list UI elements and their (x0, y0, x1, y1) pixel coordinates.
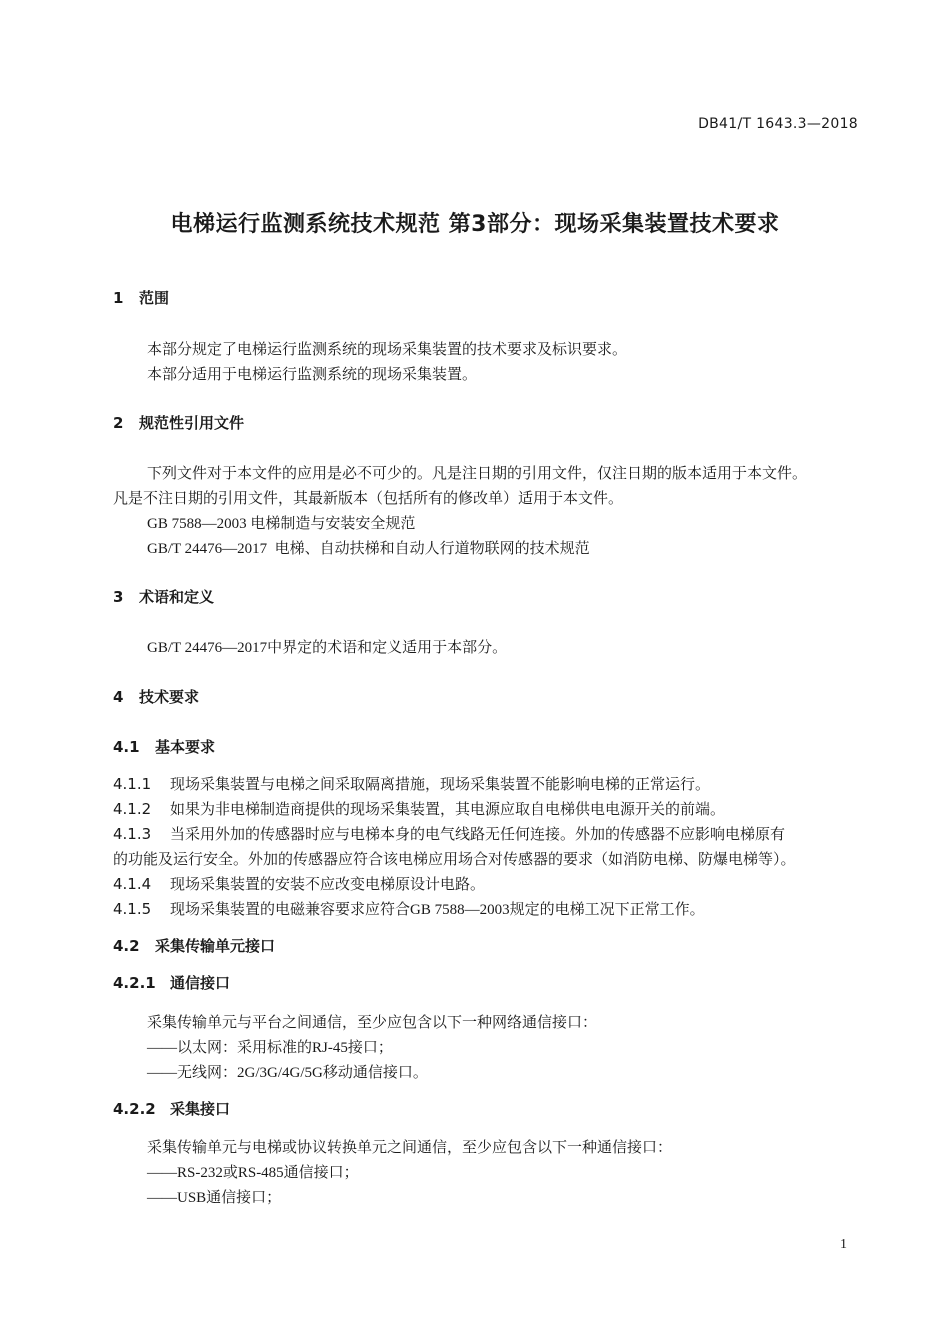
section-title: 采集接口 (170, 1100, 231, 1118)
section-1-paragraph-2: 本部分适用于电梯运行监测系统的现场采集装置。 (147, 367, 478, 383)
list-item-ethernet: ——以太网：采用标准的RJ-45接口； (147, 1040, 393, 1056)
section-number: 4.1 (113, 738, 140, 756)
section-3-paragraph: GB/T 24476—2017中界定的术语和定义适用于本部分。 (147, 640, 508, 656)
section-4-2-1-paragraph: 采集传输单元与平台之间通信，至少应包含以下一种网络通信接口： (147, 1015, 598, 1031)
section-2-heading (113, 412, 244, 433)
clause-number: 4.1.5 (113, 900, 152, 918)
clause-text: 当采用外加的传感器时应与电梯本身的电气线路无任何连接。外加的传感器不应影响电梯原有 (170, 827, 786, 843)
list-item-usb: ——USB通信接口； (147, 1190, 282, 1206)
section-title: 基本要求 (155, 738, 216, 756)
section-1-paragraph-1: 本部分规定了电梯运行监测系统的现场采集装置的技术要求及标识要求。 (147, 342, 628, 358)
page-number: 1 (840, 1237, 847, 1252)
clause-4-1-5 (113, 898, 705, 919)
section-2-paragraph-line-2: 凡是不注日期的引用文件，其最新版本（包括所有的修改单）适用于本文件。 (113, 491, 624, 507)
section-1-heading (113, 287, 169, 308)
section-title: 采集传输单元接口 (155, 937, 276, 955)
section-title: 规范性引用文件 (139, 414, 245, 432)
section-4-1-heading (113, 736, 215, 757)
section-number: 2 (113, 414, 124, 432)
clause-number: 4.1.2 (113, 800, 152, 818)
section-title: 术语和定义 (139, 588, 215, 606)
reference-item-1: GB 7588—2003 电梯制造与安装安全规范 (147, 516, 416, 532)
clause-4-1-3-continuation: 的功能及运行安全。外加的传感器应符合该电梯应用场合对传感器的要求（如消防电梯、防爆电梯等）。 (113, 852, 796, 868)
section-4-2-heading (113, 935, 275, 956)
clause-text: 现场采集装置的安装不应改变电梯原设计电路。 (170, 877, 486, 893)
section-number: 4.2.2 (113, 1100, 156, 1118)
clause-number: 4.1.1 (113, 775, 152, 793)
section-4-heading (113, 686, 199, 707)
section-number: 4 (113, 688, 124, 706)
list-item-rs232-rs485: ——RS-232或RS-485通信接口； (147, 1165, 359, 1181)
clause-text: 现场采集装置的电磁兼容要求应符合GB 7588—2003规定的电梯工况下正常工作。 (170, 902, 705, 918)
clause-4-1-2 (113, 798, 725, 819)
section-number: 4.2.1 (113, 974, 156, 992)
section-title: 范围 (139, 289, 170, 307)
clause-number: 4.1.3 (113, 825, 152, 843)
section-4-2-1-heading (113, 972, 230, 993)
section-title: 技术要求 (139, 688, 200, 706)
document-title: 电梯运行监测系统技术规范 第3部分：现场采集装置技术要求 (170, 212, 780, 237)
section-2-paragraph-line-1: 下列文件对于本文件的应用是必不可少的。凡是注日期的引用文件，仅注日期的版本适用于本文件。 (147, 466, 808, 482)
section-4-2-2-heading (113, 1098, 230, 1119)
clause-number: 4.1.4 (113, 875, 152, 893)
section-number: 1 (113, 289, 124, 307)
section-number: 4.2 (113, 937, 140, 955)
section-4-2-2-paragraph: 采集传输单元与电梯或协议转换单元之间通信，至少应包含以下一种通信接口： (147, 1140, 673, 1156)
section-title: 通信接口 (170, 974, 231, 992)
clause-text: 现场采集装置与电梯之间采取隔离措施，现场采集装置不能影响电梯的正常运行。 (170, 777, 711, 793)
clause-4-1-3 (113, 823, 785, 844)
document-number: DB41/T 1643.3—2018 (698, 116, 858, 132)
reference-item-2: GB/T 24476—2017 电梯、自动扶梯和自动人行道物联网的技术规范 (147, 541, 590, 557)
clause-4-1-1 (113, 773, 710, 794)
list-item-wireless: ——无线网：2G/3G/4G/5G移动通信接口。 (147, 1065, 428, 1081)
clause-text: 如果为非电梯制造商提供的现场采集装置，其电源应取自电梯供电电源开关的前端。 (170, 802, 726, 818)
section-3-heading (113, 586, 214, 607)
section-number: 3 (113, 588, 124, 606)
clause-4-1-4 (113, 873, 485, 894)
